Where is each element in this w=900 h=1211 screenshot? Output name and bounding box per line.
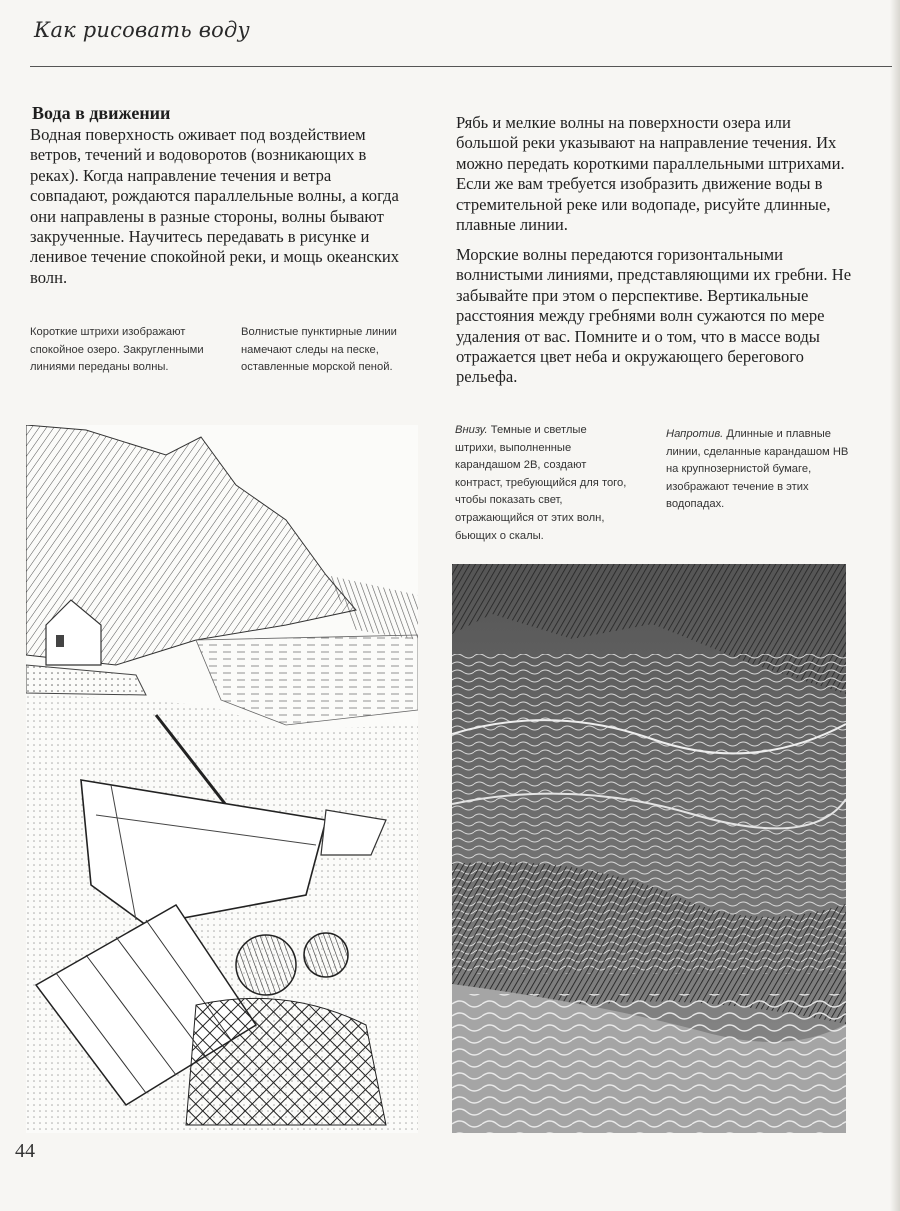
sea-waves-paragraph: Морские волны передаются горизонтальными волнистыми линиями, представляющими их гребни. Не забывайте при этом о перспективе. Вертикальные расстояния между гребнями волн сужаются по мере удаления от вас. Помните и о том, что в массе воды отражается цвет неба и окружающего берегового рельефа. bbox=[456, 245, 852, 387]
page-edge bbox=[890, 0, 900, 1211]
caption-opposite-lead: Напротив. bbox=[666, 428, 724, 440]
page-number: 44 bbox=[15, 1140, 35, 1162]
cove-boats-illustration bbox=[26, 425, 418, 1133]
ripples-paragraph: Рябь и мелкие волны на поверхности озера или большой реки указывают на направление течения. Их можно передать короткими параллельными штрихами. Если же вам требуется изобразить движение воды в стремительной реке или водопаде, рисуйте длинные, плавные линии. bbox=[456, 113, 845, 235]
intro-paragraph: Водная поверхность оживает под воздействием ветров, течений и водоворотов (возникающих в реках). Когда направление течения и ветра совпадают, рождаются параллельные волны, а когда они направлены в разные стороны, волны бывают закрученные. Научитесь передавать в рисунке и ленивое течение спокойной реки, и мощь океанских волн. bbox=[30, 125, 400, 287]
caption-calm-lake: Короткие штрихи изображают спокойное озеро. Закругленными линиями переданы волны. bbox=[30, 326, 204, 374]
running-header: Как рисовать воду bbox=[34, 18, 250, 42]
cove-sketch bbox=[26, 425, 418, 1133]
caption-sea-foam: Волнистые пунктирные линии намечают следы на песке, оставленные морской пеной. bbox=[241, 326, 397, 374]
caption-below-lead: Внизу. bbox=[455, 424, 488, 436]
caption-opposite-text: Длинные и плавные линии, сделанные карандашом HB на крупнозернистой бумаге, изображают течение в этих водопадах. bbox=[666, 428, 849, 511]
caption-opposite bbox=[666, 426, 851, 514]
waves-sketch bbox=[452, 564, 846, 1133]
header-rule bbox=[30, 66, 892, 67]
caption-below-text: Темные и светлые штрихи, выполненные карандашом 2B, создают контраст, требующийся для того, чтобы показать свет, отражающийся от этих волн, бьющих о скалы. bbox=[455, 424, 627, 542]
section-heading: Вода в движении bbox=[32, 103, 171, 123]
rocky-waves-illustration bbox=[452, 564, 846, 1133]
caption-below bbox=[455, 422, 630, 545]
